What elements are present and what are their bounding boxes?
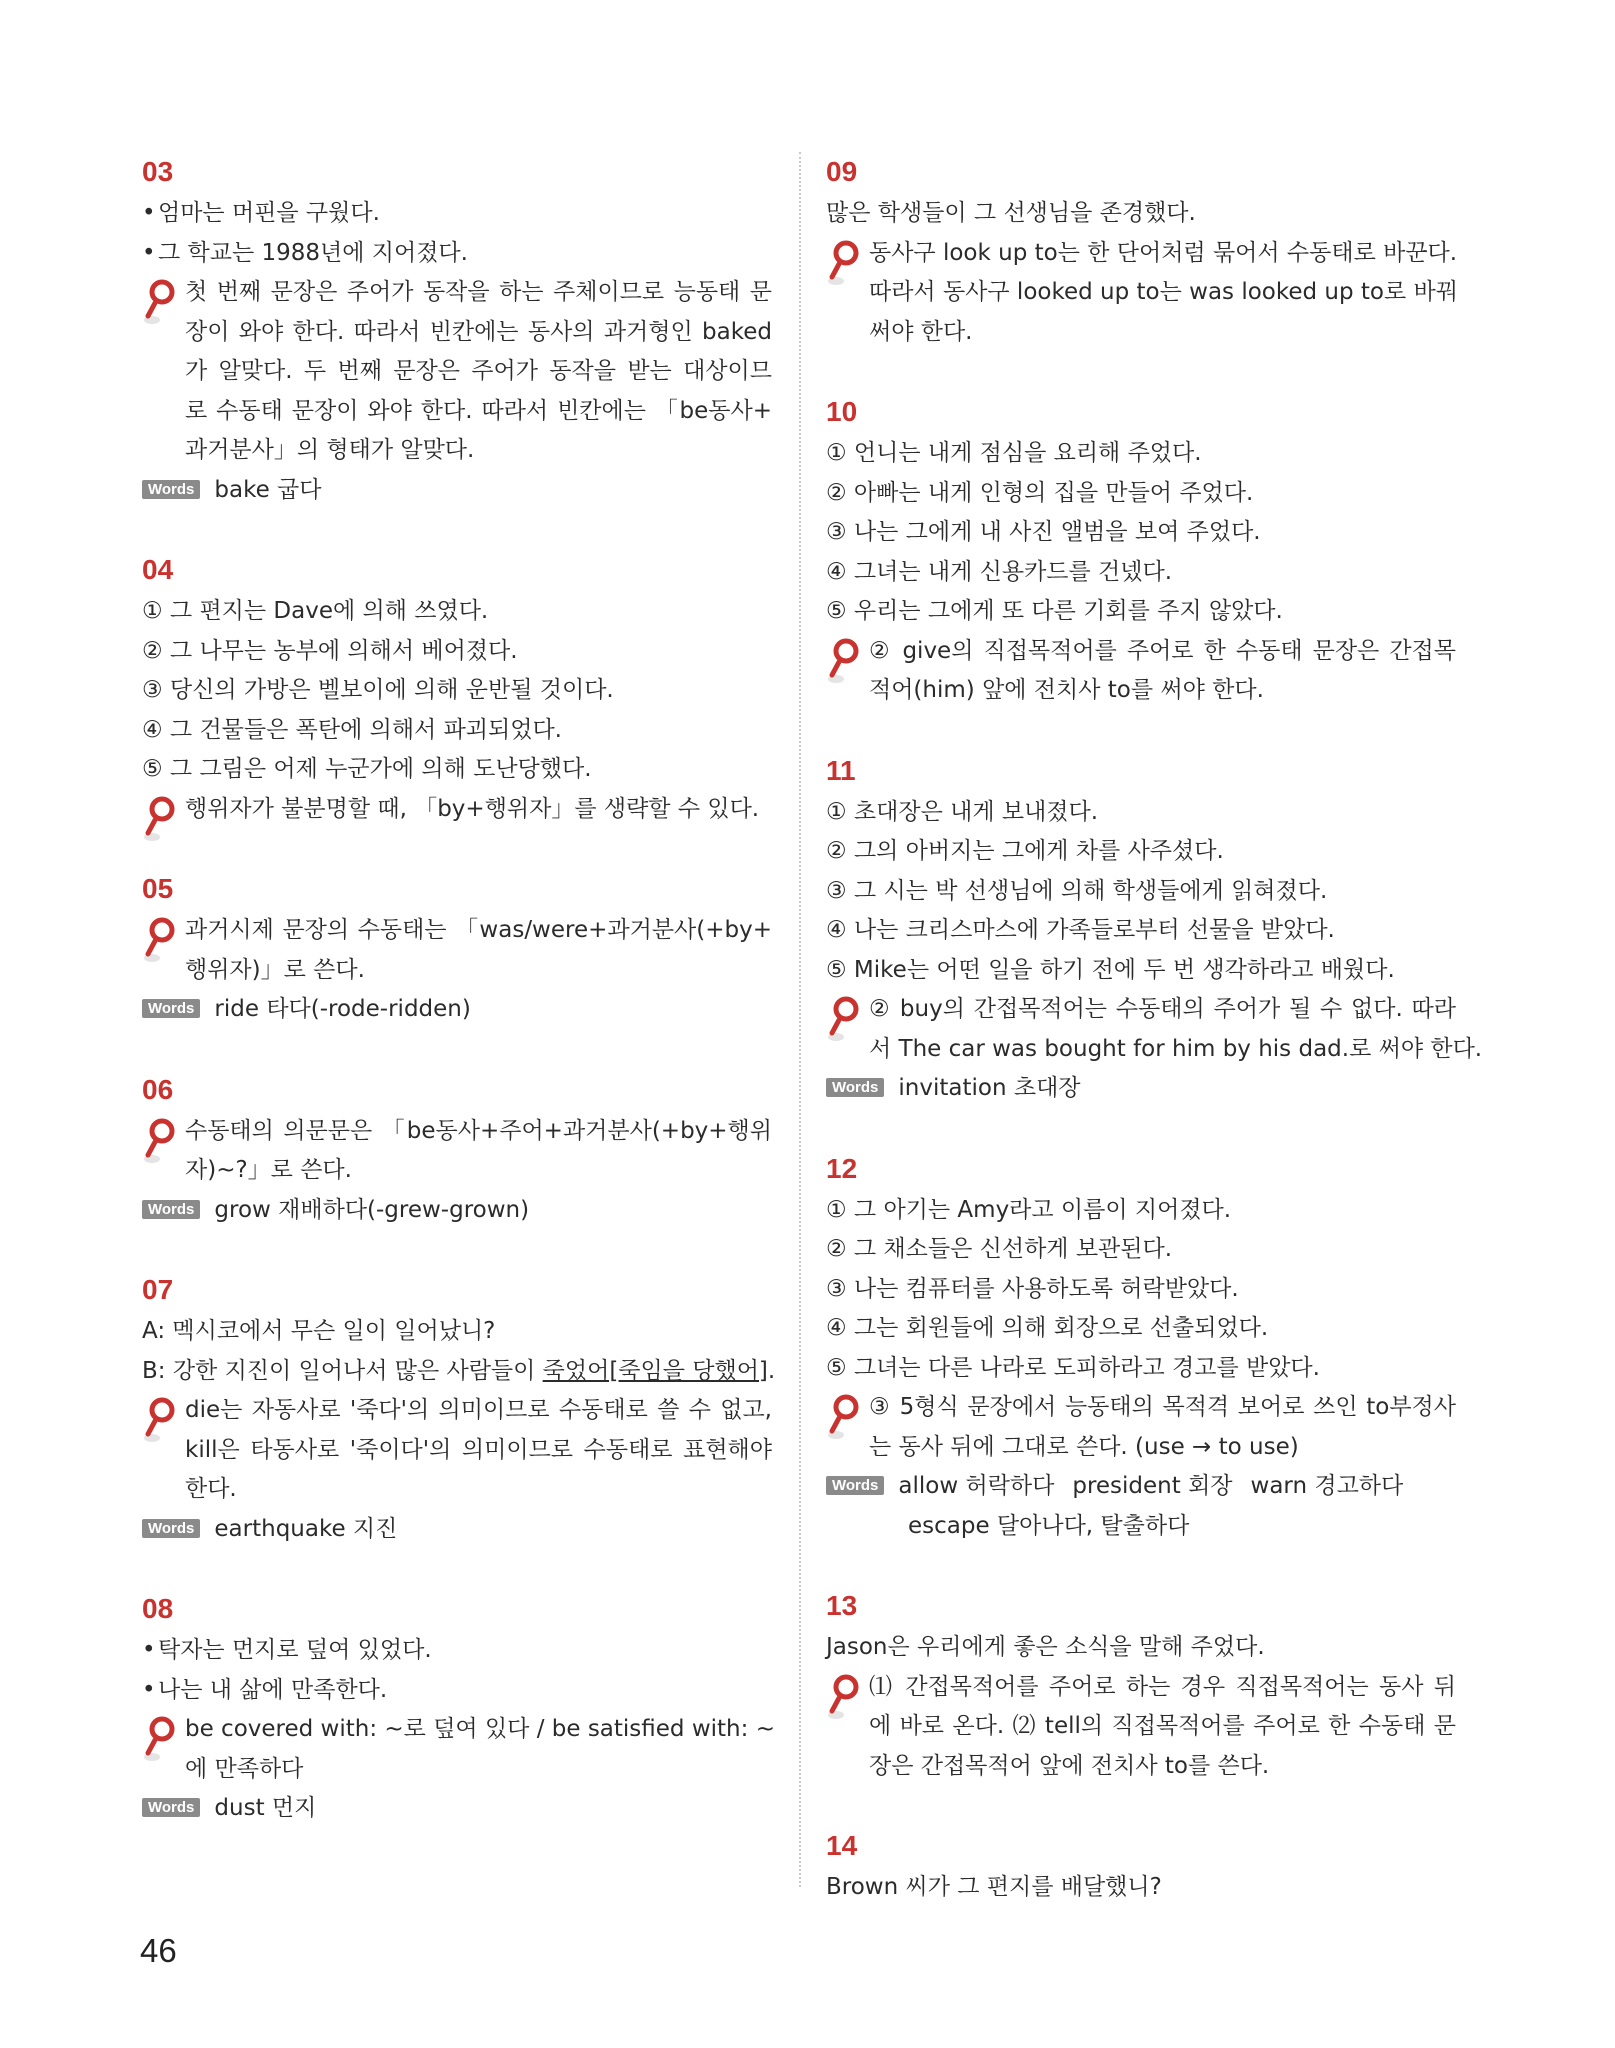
answer-line: ④ 그 건물들은 폭탄에 의해서 파괴되었다. xyxy=(142,716,562,743)
answer-line: ③ 나는 그에게 내 사진 앨범을 보여 주었다. xyxy=(826,519,1261,545)
words-box: Words ride 타다(-rode-ridden) xyxy=(142,990,772,1030)
words-badge: Words xyxy=(142,1519,200,1538)
bullet-line: • 그 학교는 1988년에 지어졌다. xyxy=(142,239,468,266)
magnifier-icon xyxy=(826,1394,860,1442)
question-number: 09 xyxy=(826,156,858,187)
question-number: 08 xyxy=(142,1593,174,1624)
answer-04 xyxy=(142,550,772,829)
magnifier-icon xyxy=(826,240,860,288)
answer-05 xyxy=(142,869,772,1030)
answer-line: Jason은 우리에게 좋은 소식을 말해 주었다. xyxy=(826,1634,1265,1660)
explanation: 수동태의 의문문은 「be동사+주어+과거분사(+by+행위 자)~?」로 쓴다. xyxy=(142,1112,772,1191)
magnifier-icon xyxy=(826,1674,860,1722)
explanation: 행위자가 불분명할 때, 「by+행위자」를 생략할 수 있다. xyxy=(142,790,772,830)
answer-line: ③ 당신의 가방은 벨보이에 의해 운반될 것이다. xyxy=(142,677,614,703)
words-badge: Words xyxy=(826,1078,884,1097)
answer-line: Brown 씨가 그 편지를 배달했니? xyxy=(826,1874,1162,1900)
question-number: 10 xyxy=(826,396,858,427)
answer-line: ⑤ 그녀는 다른 나라로 도피하라고 경고를 받았다. xyxy=(826,1354,1320,1381)
explanation: 동사구 look up to는 한 단어처럼 묶어서 수동태로 바꾼다. 따라서 동사구 looked up to는 was looked up to로 바꿔 써야 한다. xyxy=(826,234,1456,353)
right-column xyxy=(826,152,1483,1948)
answer-line: ④ 그녀는 내게 신용카드를 건넸다. xyxy=(826,558,1173,585)
answer-line: ① 그 아기는 Amy라고 이름이 지어졌다. xyxy=(826,1196,1232,1223)
magnifier-icon xyxy=(142,917,176,965)
answer-03 xyxy=(142,152,772,510)
column-divider xyxy=(799,152,801,1887)
magnifier-icon xyxy=(142,796,176,844)
dialogue-b: B: 강한 지진이 일어나서 많은 사람들이 죽었어[죽임을 당했어]. xyxy=(142,1357,776,1384)
explanation: ③ 5형식 문장에서 능동태의 목적격 보어로 쓰인 to부정사 는 동사 뒤에 그대로 쓴다. (use → to use) xyxy=(826,1388,1456,1467)
magnifier-icon xyxy=(826,638,860,686)
words-box: Words allow 허락하다 president 회장 warn 경고하다 escape 달아나다, 탈출하다 xyxy=(826,1467,1456,1546)
words-box: Words earthquake 지진 xyxy=(142,1510,772,1550)
bullet-line: • 나는 내 삶에 만족한다. xyxy=(142,1676,388,1703)
answer-line: ② 아빠는 내게 인형의 집을 만들어 주었다. xyxy=(826,479,1254,506)
explanation: die는 자동사로 '죽다'의 의미이므로 수동태로 쓸 수 없고, kill은 타동사로 '죽이다'의 의미이므로 수동태로 표현해야 한다. xyxy=(142,1391,772,1510)
answer-11 xyxy=(826,751,1483,1109)
answer-line: ⑤ 그 그림은 어제 누군가에 의해 도난당했다. xyxy=(142,756,592,782)
bullet-line: • 탁자는 먼지로 덮여 있었다. xyxy=(142,1637,432,1663)
answer-12 xyxy=(826,1149,1456,1547)
left-column xyxy=(142,152,776,1869)
answer-line: ③ 그 시는 박 선생님에 의해 학생들에게 읽혀졌다. xyxy=(826,877,1328,904)
answer-09 xyxy=(826,152,1456,352)
words-badge: Words xyxy=(142,1798,200,1817)
answer-line: 많은 학생들이 그 선생님을 존경했다. xyxy=(826,200,1196,226)
magnifier-icon xyxy=(142,1716,176,1764)
answer-07 xyxy=(142,1270,776,1549)
question-number: 13 xyxy=(826,1590,858,1621)
answer-line: ② 그의 아버지는 그에게 차를 사주셨다. xyxy=(826,838,1224,864)
answer-13 xyxy=(826,1586,1456,1786)
words-box: Words dust 먼지 xyxy=(142,1789,772,1829)
question-number: 07 xyxy=(142,1274,174,1305)
answer-line: ④ 나는 크리스마스에 가족들로부터 선물을 받았다. xyxy=(826,917,1335,943)
bullet-line: • 엄마는 머핀을 구웠다. xyxy=(142,200,380,226)
magnifier-icon xyxy=(142,1118,176,1166)
answer-08 xyxy=(142,1589,775,1829)
dialogue-a: A: 멕시코에서 무슨 일이 일어났니? xyxy=(142,1318,496,1344)
answer-line: ① 초대장은 내게 보내졌다. xyxy=(826,798,1099,825)
words-box: Words invitation 초대장 xyxy=(826,1069,1456,1109)
answer-line: ⑤ 우리는 그에게 또 다른 기회를 주지 않았다. xyxy=(826,598,1283,624)
explanation: 첫 번째 문장은 주어가 동작을 하는 주체이므로 능동태 문 장이 와야 한다. 따라서 빈칸에는 동사의 과거형인 baked 가 알맞다. 두 번째 문장은 주어가 동작을 받는 대상이므 로 수동태 문장이 와야 한다. 따라서 빈칸에는 「be동사+ 과거분사」의 형태가 알맞다. xyxy=(142,273,772,471)
question-number: 12 xyxy=(826,1152,858,1184)
answer-line: ④ 그는 회원들에 의해 회장으로 선출되었다. xyxy=(826,1315,1269,1341)
explanation: ② give의 직접목적어를 주어로 한 수동태 문장은 간접목 적어(him) 앞에 전치사 to를 써야 한다. xyxy=(826,632,1456,711)
answer-10 xyxy=(826,392,1456,711)
question-number: 05 xyxy=(142,873,174,904)
magnifier-icon xyxy=(142,279,176,327)
explanation: 과거시제 문장의 수동태는 「was/were+과거분사(+by+ 행위자)」로 쓴다. xyxy=(142,911,772,990)
question-number: 04 xyxy=(142,554,174,585)
magnifier-icon xyxy=(142,1397,176,1445)
explanation: be covered with: ~로 덮여 있다 / be satisfied with: ~ 에 만족하다 xyxy=(142,1710,772,1789)
words-box: Words bake 굽다 xyxy=(142,471,772,511)
underlined-answer: 죽었어[죽임을 당했어] xyxy=(542,1357,768,1384)
explanation: ② buy의 간접목적어는 수동태의 주어가 될 수 없다. 따라 서 The car was bought for him by his dad.로 써야 한다. xyxy=(826,990,1456,1069)
answer-line: ① 그 편지는 Dave에 의해 쓰였다. xyxy=(142,598,489,624)
answer-14 xyxy=(826,1826,1456,1908)
magnifier-icon xyxy=(826,996,860,1044)
answer-line: ② 그 채소들은 신선하게 보관된다. xyxy=(826,1236,1173,1262)
words-badge: Words xyxy=(142,1200,200,1219)
question-number: 06 xyxy=(142,1073,174,1105)
page-number: 46 xyxy=(140,1932,177,1969)
question-number: 11 xyxy=(826,754,856,786)
question-number: 14 xyxy=(826,1830,858,1861)
words-box: Words grow 재배하다(-grew-grown) xyxy=(142,1191,772,1231)
answer-line: ⑤ Mike는 어떤 일을 하기 전에 두 번 생각하라고 배웠다. xyxy=(826,956,1395,983)
question-number: 03 xyxy=(142,156,174,187)
answer-line: ③ 나는 컴퓨터를 사용하도록 허락받았다. xyxy=(826,1275,1239,1302)
answer-line: ① 언니는 내게 점심을 요리해 주었다. xyxy=(826,440,1202,466)
words-badge: Words xyxy=(826,1476,884,1495)
words-badge: Words xyxy=(142,480,200,499)
answer-line: ② 그 나무는 농부에 의해서 베어졌다. xyxy=(142,637,518,664)
answer-06 xyxy=(142,1070,772,1231)
words-badge: Words xyxy=(142,999,200,1018)
explanation: ⑴ 간접목적어를 주어로 하는 경우 직접목적어는 동사 뒤 에 바로 온다. ⑵ tell의 직접목적어를 주어로 한 수동태 문 장은 간접목적어 앞에 전치사 to를 쓴다. xyxy=(826,1668,1456,1787)
